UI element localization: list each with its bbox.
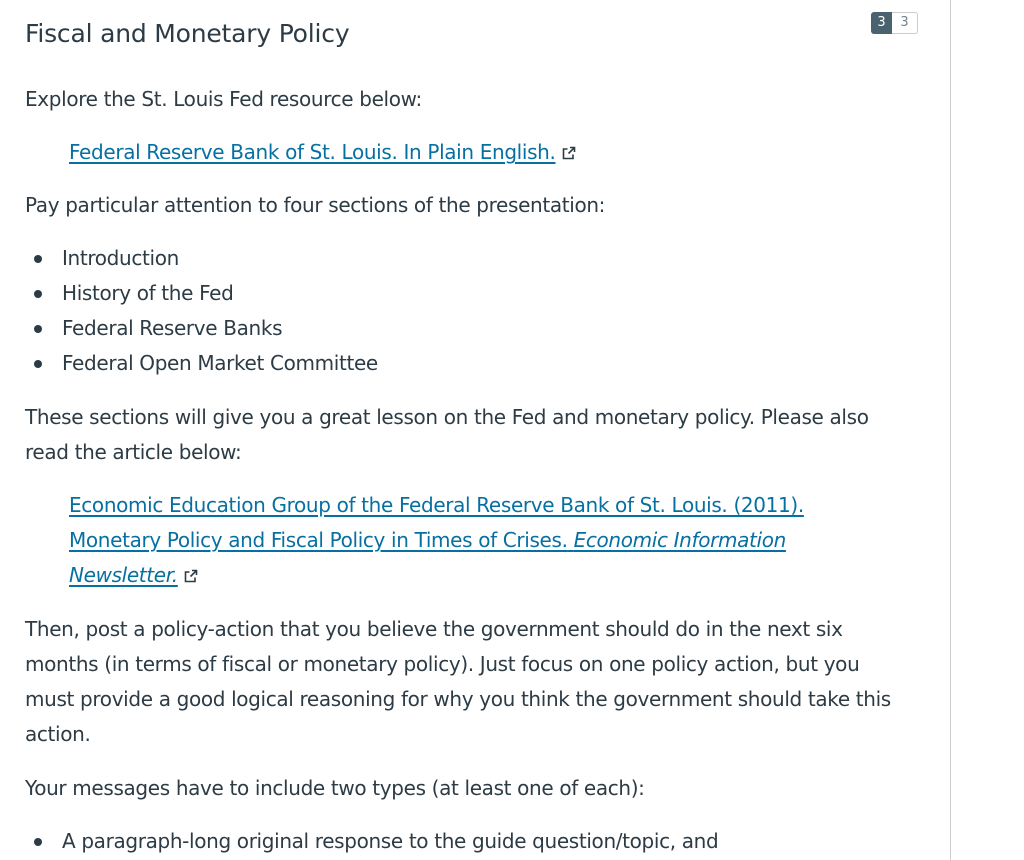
list-item: Federal Open Market Committee — [25, 346, 378, 381]
article-link-title: Economic Education Group of the Federal Reserve Bank of St. Louis. (2011). Monetary Policy and Fiscal Policy in Times of Crises. — [69, 493, 804, 552]
list-item: A paragraph-long original response to the guide question/topic, and — [25, 824, 718, 859]
external-link-icon — [184, 559, 198, 573]
types-list — [25, 824, 718, 859]
intro-text: Explore the St. Louis Fed resource below: — [25, 87, 422, 111]
unread-badge-primary: 3 — [871, 12, 892, 34]
unread-count-badge[interactable] — [871, 12, 918, 34]
sections-list — [25, 241, 378, 381]
external-link-icon — [562, 136, 576, 150]
types-intro-text: Your messages have to include two types (at least one of each): — [25, 776, 645, 800]
list-item: History of the Fed — [25, 276, 378, 311]
list-item: Introduction — [25, 241, 378, 276]
unread-badge-secondary: 3 — [892, 12, 918, 34]
right-panel-divider — [950, 0, 951, 860]
article-link-row — [69, 488, 849, 593]
resource-link-row — [69, 135, 859, 170]
page-title: Fiscal and Monetary Policy — [25, 19, 350, 48]
fed-plain-english-link[interactable]: Federal Reserve Bank of St. Louis. In Plain English. — [69, 140, 556, 164]
sections-intro-text: Pay particular attention to four sections of the presentation: — [25, 193, 606, 217]
lesson-note-text: These sections will give you a great lesson on the Fed and monetary policy. Please also read the article below: — [25, 405, 869, 464]
list-item: Federal Reserve Banks — [25, 311, 378, 346]
post-instruction-text: Then, post a policy-action that you believe the government should do in the next six months (in terms of fiscal or monetary policy). Just focus on one policy action, but you must provide a good logical reasoning for why you think the government should take this action. — [25, 617, 891, 746]
article-link-journal: Economic Information Newsletter. — [69, 528, 786, 587]
economic-education-article-link[interactable] — [69, 493, 804, 587]
